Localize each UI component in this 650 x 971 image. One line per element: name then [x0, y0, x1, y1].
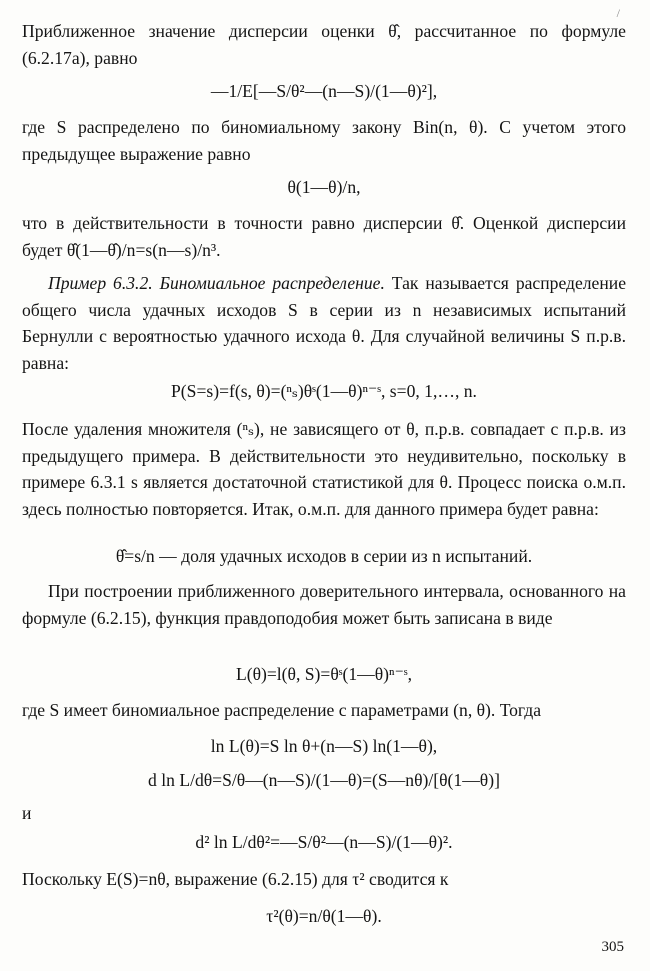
formula-likelihood: L(θ)=l(θ, S)=θˢ(1—θ)ⁿ⁻ˢ,	[235, 664, 412, 684]
formula-first-derivative: d ln L/dθ=S/θ—(n—S)/(1—θ)=(S—nθ)/[θ(1—θ)]	[148, 770, 500, 790]
paragraph-binomial-law: где S распределено по биномиальному закону Bin(n, θ). С учетом этого предыдущее выражение равно	[22, 117, 626, 164]
paragraph-expectation: Поскольку E(S)=nθ, выражение (6.2.15) для τ² сводится к	[22, 869, 449, 889]
paragraph-parameters: где S имеет биномиальное распределение с параметрами (n, θ). Тогда	[22, 700, 542, 720]
conjunction-and: и	[22, 803, 32, 823]
page-number: 305	[601, 939, 624, 955]
formula-log-likelihood: ln L(θ)=S ln θ+(n—S) ln(1—θ),	[210, 736, 438, 756]
paragraph-approx-variance: Приближенное значение дисперсии оценки θ̂, рассчитанное по формуле (6.2.17а), равно	[22, 21, 626, 68]
corner-mark: /	[616, 6, 620, 20]
formula-binomial-pdf: P(S=s)=f(s, θ)=(ⁿₛ)θˢ(1—θ)ⁿ⁻ˢ, s=0, 1,…, n.	[171, 381, 477, 401]
paragraph-example-6-3-2	[22, 270, 626, 376]
paragraph-confidence-interval: При построении приближенного доверительного интервала, основанного на формуле (6.2.15), функция правдоподобия может быть записана в виде	[22, 581, 626, 628]
formula-tau-squared: τ²(θ)=n/θ(1—θ).	[266, 906, 382, 926]
paragraph-remove-factor: После удаления множителя (ⁿₛ), не зависящего от θ, п.р.в. совпадает с п.р.в. из предыдущего примера. В действительности это неудивительно, поскольку в примере 6.3.1 s является достаточной статистикой для θ. Процесс поиска о.м.п. здесь полностью повторяется. Итак, о.м.п. для данного примера будет равна:	[22, 419, 626, 519]
formula-variance-result: θ(1—θ)/n,	[287, 177, 361, 197]
formula-mle: θ̂=s/n — доля удачных исходов в серии из n испытаний.	[115, 546, 533, 566]
paragraph-variance-estimate: что в действительности в точности равно дисперсии θ̂. Оценкой дисперсии будет θ̂(1—θ̂)/n=s(n—s)/n³.	[22, 213, 626, 260]
example-text: Так называется распределение общего числа удачных исходов S в серии из n независимых испытаний Бернулли с вероятностью удачного исхода θ. Для случайной величины S п.р.в. равна:	[22, 273, 627, 373]
formula-approx-variance: —1/E[—S/θ²—(n—S)/(1—θ)²],	[210, 81, 438, 101]
example-heading: Пример 6.3.2. Биномиальное распределение.	[48, 273, 385, 293]
formula-second-derivative: d² ln L/dθ²=—S/θ²—(n—S)/(1—θ)².	[195, 832, 453, 852]
